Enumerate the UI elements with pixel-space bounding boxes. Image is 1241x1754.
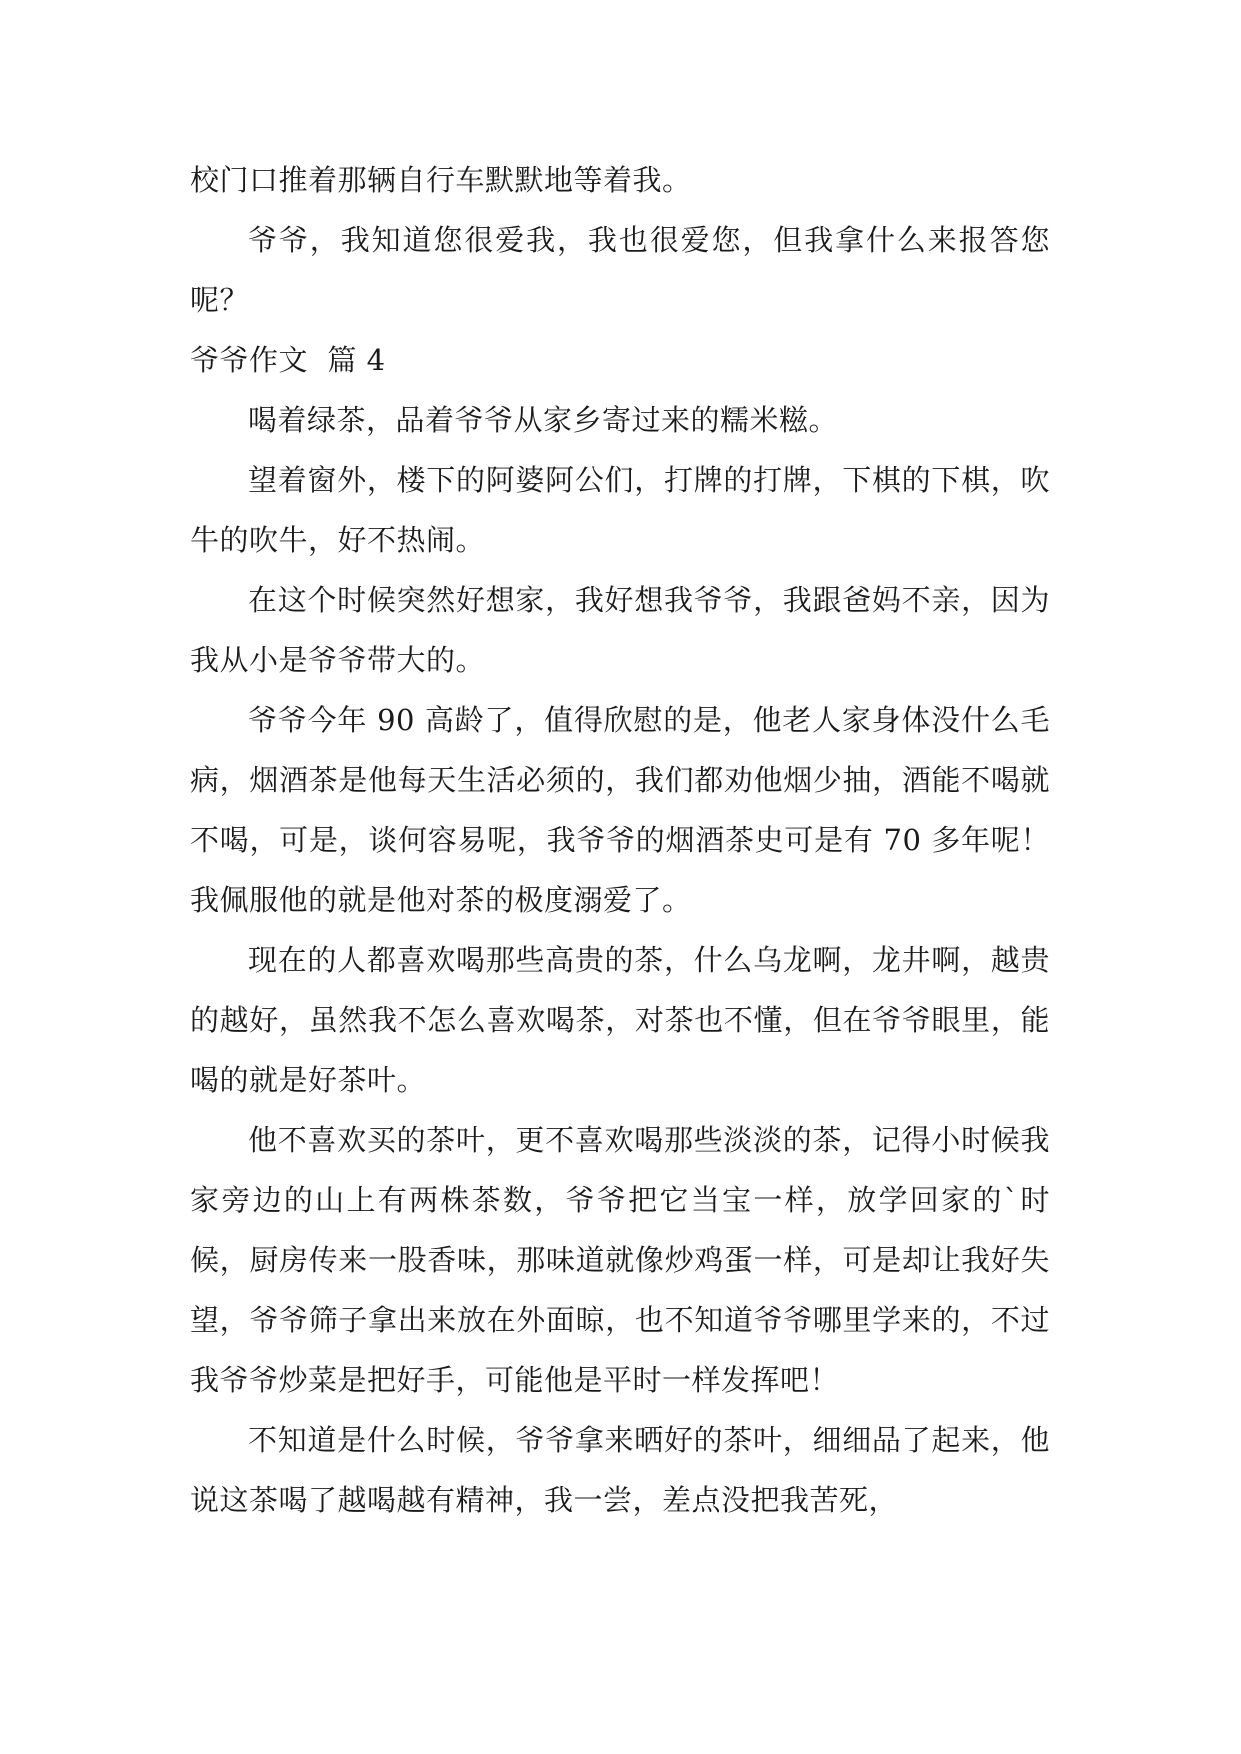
document-page <box>190 150 1050 1530</box>
paragraph: 爷爷，我知道您很爱我，我也很爱您，但我拿什么来报答您呢？ <box>190 223 1050 317</box>
paragraph: 他不喜欢买的茶叶，更不喜欢喝那些淡淡的茶，记得小时候我家旁边的山上有两株茶数，爷爷把它当宝一样，放学回家的`时候，厨房传来一股香味，那味道就像炒鸡蛋一样，可是却让我好失望，爷爷筛子拿出来放在外面晾，也不知道爷爷哪里学来的，不过我爷爷炒菜是把好手，可能他是平时一样发挥吧！ <box>190 1123 1050 1397</box>
paragraph: 现在的人都喜欢喝那些高贵的茶，什么乌龙啊，龙井啊，越贵的越好，虽然我不怎么喜欢喝茶，对茶也不懂，但在爷爷眼里，能喝的就是好茶叶。 <box>190 943 1050 1097</box>
paragraph: 爷爷今年 90 高龄了，值得欣慰的是，他老人家身体没什么毛病，烟酒茶是他每天生活必须的，我们都劝他烟少抽，酒能不喝就不喝，可是，谈何容易呢，我爷爷的烟酒茶史可是有 70 多年呢！我佩服他的就是他对茶的极度溺爱了。 <box>190 703 1050 917</box>
section-heading: 爷爷作文 篇 4 <box>190 343 386 377</box>
paragraph: 喝着绿茶，品着爷爷从家乡寄过来的糯米糍。 <box>248 403 839 437</box>
paragraph: 不知道是什么时候，爷爷拿来晒好的茶叶，细细品了起来，他说这茶喝了越喝越有精神，我一尝，差点没把我苦死， <box>190 1423 1050 1517</box>
paragraph: 望着窗外，楼下的阿婆阿公们，打牌的打牌，下棋的下棋，吹牛的吹牛，好不热闹。 <box>190 463 1050 557</box>
paragraph: 校门口推着那辆自行车默默地等着我。 <box>190 163 692 197</box>
paragraph: 在这个时候突然好想家，我好想我爷爷，我跟爸妈不亲，因为我从小是爷爷带大的。 <box>190 583 1050 677</box>
